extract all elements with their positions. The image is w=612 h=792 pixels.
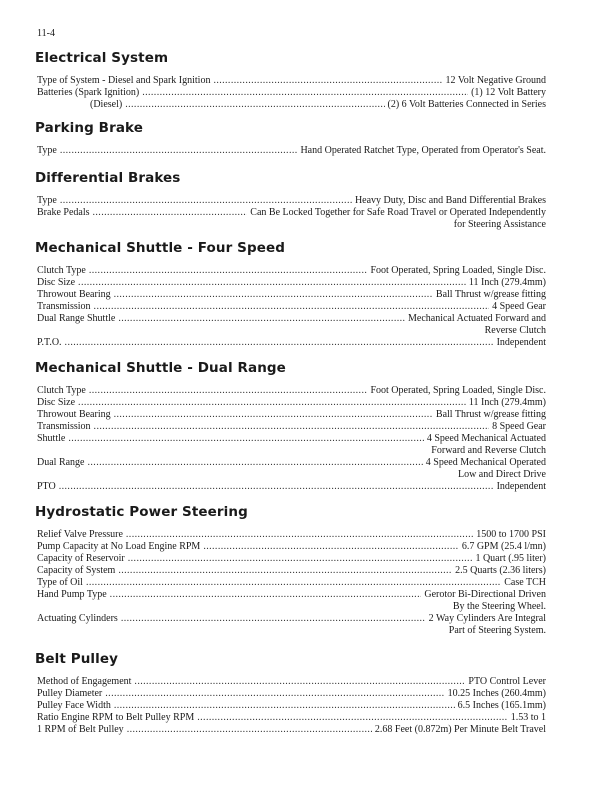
spec-label: Capacity of System bbox=[37, 565, 116, 576]
spec-label: Type bbox=[37, 145, 57, 156]
spec-value: Gerotor Bi-Directional Driven bbox=[424, 589, 546, 600]
spec-row bbox=[37, 207, 546, 219]
spec-label: Clutch Type bbox=[37, 385, 86, 396]
spec-section bbox=[37, 504, 546, 637]
spec-label: Transmission bbox=[37, 421, 91, 432]
spec-value: 2.5 Quarts (2.36 liters) bbox=[455, 565, 546, 576]
spec-label: P.T.O. bbox=[37, 337, 62, 348]
spec-value-continuation: Part of Steering System. bbox=[448, 625, 546, 636]
spec-label: Throwout Bearing bbox=[37, 409, 111, 420]
spec-row bbox=[37, 397, 546, 409]
spec-row bbox=[37, 409, 546, 421]
spec-row bbox=[37, 541, 546, 553]
dot-leader bbox=[197, 712, 507, 724]
spec-label: Pulley Face Width bbox=[37, 700, 111, 711]
dot-leader bbox=[114, 700, 455, 712]
spec-value: Independent bbox=[496, 481, 546, 492]
spec-section bbox=[37, 170, 546, 231]
dot-leader bbox=[65, 337, 494, 349]
spec-row bbox=[37, 457, 546, 469]
spec-value: Hand Operated Ratchet Type, Operated from Operator's Seat. bbox=[300, 145, 546, 156]
spec-value: (2) 6 Volt Batteries Connected in Series bbox=[387, 99, 546, 110]
spec-row bbox=[37, 565, 546, 577]
spec-section bbox=[37, 651, 546, 736]
spec-row bbox=[37, 724, 546, 736]
spec-label: Hand Pump Type bbox=[37, 589, 107, 600]
spec-row bbox=[37, 337, 546, 349]
spec-label: 1 RPM of Belt Pulley bbox=[37, 724, 124, 735]
dot-leader bbox=[127, 724, 372, 736]
dot-leader bbox=[203, 541, 459, 553]
spec-label: Dual Range bbox=[37, 457, 85, 468]
spec-row bbox=[37, 75, 546, 87]
spec-row bbox=[37, 313, 546, 325]
spec-label: Dual Range Shuttle bbox=[37, 313, 116, 324]
spec-row bbox=[37, 385, 546, 397]
spec-label: Type of System - Diesel and Spark Ignition bbox=[37, 75, 211, 86]
spec-value: Ball Thrust w/grease fitting bbox=[435, 409, 546, 420]
spec-value-continuation: for Steering Assistance bbox=[453, 219, 546, 230]
dot-leader bbox=[118, 565, 452, 577]
dot-leader bbox=[105, 688, 444, 700]
spec-label: Pulley Diameter bbox=[37, 688, 103, 699]
section-heading: Differential Brakes bbox=[35, 170, 181, 186]
spec-label: Transmission bbox=[37, 301, 91, 312]
page-number: 11-4 bbox=[37, 28, 55, 39]
spec-value: Foot Operated, Spring Loaded, Single Disc. bbox=[370, 385, 546, 396]
spec-label: Brake Pedals bbox=[37, 207, 90, 218]
spec-row bbox=[37, 577, 546, 589]
spec-value: 4 Speed Gear bbox=[492, 301, 546, 312]
spec-row bbox=[37, 433, 546, 445]
spec-value: 10.25 Inches (260.4mm) bbox=[447, 688, 546, 699]
dot-leader bbox=[89, 265, 368, 277]
spec-value: Foot Operated, Spring Loaded, Single Disc. bbox=[370, 265, 546, 276]
spec-value: PTO Control Lever bbox=[468, 676, 546, 687]
spec-value: 1500 to 1700 PSI bbox=[476, 529, 546, 540]
spec-label: PTO bbox=[37, 481, 56, 492]
dot-leader bbox=[86, 577, 501, 589]
spec-row bbox=[37, 277, 546, 289]
section-heading: Belt Pulley bbox=[35, 651, 119, 667]
spec-row bbox=[37, 301, 546, 313]
spec-label: (Diesel) bbox=[90, 99, 123, 110]
spec-value: 6.5 Inches (165.1mm) bbox=[457, 700, 546, 711]
dot-leader bbox=[114, 289, 433, 301]
spec-row bbox=[37, 553, 546, 565]
spec-label: Type bbox=[37, 195, 57, 206]
dot-leader bbox=[142, 87, 468, 99]
spec-value: 11 Inch (279.4mm) bbox=[468, 277, 546, 288]
dot-leader bbox=[121, 613, 426, 625]
spec-row bbox=[37, 87, 546, 99]
spec-section bbox=[37, 120, 546, 157]
spec-label: Pump Capacity at No Load Engine RPM bbox=[37, 541, 201, 552]
spec-value: Independent bbox=[496, 337, 546, 348]
spec-row bbox=[37, 676, 546, 688]
dot-leader bbox=[60, 145, 298, 157]
section-heading: Mechanical Shuttle - Dual Range bbox=[35, 360, 286, 376]
dot-leader bbox=[118, 313, 405, 325]
spec-label: Batteries (Spark Ignition) bbox=[37, 87, 140, 98]
spec-value: Ball Thrust w/grease fitting bbox=[435, 289, 546, 300]
spec-label: Disc Size bbox=[37, 397, 76, 408]
spec-label: Throwout Bearing bbox=[37, 289, 111, 300]
spec-value: Case TCH bbox=[504, 577, 546, 588]
spec-label: Clutch Type bbox=[37, 265, 86, 276]
dot-leader bbox=[78, 397, 466, 409]
dot-leader bbox=[89, 385, 368, 397]
spec-value: 8 Speed Gear bbox=[492, 421, 546, 432]
section-heading: Electrical System bbox=[35, 50, 169, 66]
spec-label: Ratio Engine RPM to Belt Pulley RPM bbox=[37, 712, 195, 723]
spec-value: Can Be Locked Together for Safe Road Travel or Operated Independently bbox=[250, 207, 546, 218]
dot-leader bbox=[125, 99, 384, 111]
section-heading: Hydrostatic Power Steering bbox=[35, 504, 248, 520]
spec-label: Relief Valve Pressure bbox=[37, 529, 123, 540]
spec-row bbox=[37, 265, 546, 277]
section-heading: Mechanical Shuttle - Four Speed bbox=[35, 240, 286, 256]
spec-row bbox=[37, 529, 546, 541]
spec-value: 4 Speed Mechanical Actuated bbox=[426, 433, 546, 444]
spec-section bbox=[37, 240, 546, 349]
section-heading: Parking Brake bbox=[35, 120, 144, 136]
spec-value-continuation: Reverse Clutch bbox=[484, 325, 546, 336]
spec-section bbox=[37, 50, 546, 111]
spec-row bbox=[37, 589, 546, 601]
spec-row bbox=[37, 195, 546, 207]
spec-value: 1.53 to 1 bbox=[510, 712, 546, 723]
dot-leader bbox=[59, 481, 494, 493]
dot-leader bbox=[126, 529, 473, 541]
spec-row bbox=[37, 145, 546, 157]
spec-row bbox=[37, 289, 546, 301]
spec-value-continuation: Low and Direct Drive bbox=[457, 469, 546, 480]
dot-leader bbox=[88, 457, 423, 469]
dot-leader bbox=[93, 207, 248, 219]
dot-leader bbox=[78, 277, 466, 289]
spec-label: Type of Oil bbox=[37, 577, 83, 588]
spec-value: 11 Inch (279.4mm) bbox=[468, 397, 546, 408]
spec-row bbox=[37, 688, 546, 700]
spec-value: 6.7 GPM (25.4 l/mn) bbox=[461, 541, 546, 552]
spec-value-continuation: By the Steering Wheel. bbox=[452, 601, 546, 612]
dot-leader bbox=[128, 553, 473, 565]
spec-row bbox=[37, 99, 546, 111]
spec-row bbox=[37, 421, 546, 433]
spec-label: Disc Size bbox=[37, 277, 76, 288]
spec-label: Actuating Cylinders bbox=[37, 613, 118, 624]
dot-leader bbox=[134, 676, 465, 688]
dot-leader bbox=[94, 301, 490, 313]
dot-leader bbox=[114, 409, 433, 421]
spec-value: 12 Volt Negative Ground bbox=[445, 75, 546, 86]
spec-row bbox=[37, 700, 546, 712]
dot-leader bbox=[94, 421, 490, 433]
spec-label: Method of Engagement bbox=[37, 676, 132, 687]
spec-value-continuation: Forward and Reverse Clutch bbox=[431, 445, 546, 456]
spec-value: Mechanical Actuated Forward and bbox=[407, 313, 546, 324]
spec-row bbox=[37, 712, 546, 724]
spec-value: 2.68 Feet (0.872m) Per Minute Belt Travel bbox=[374, 724, 546, 735]
spec-section bbox=[37, 360, 546, 493]
spec-value: 2 Way Cylinders Are Integral bbox=[428, 613, 546, 624]
dot-leader bbox=[68, 433, 424, 445]
spec-value: (1) 12 Volt Battery bbox=[471, 87, 546, 98]
spec-label: Shuttle bbox=[37, 433, 66, 444]
spec-row bbox=[37, 613, 546, 625]
dot-leader bbox=[60, 195, 352, 207]
spec-row bbox=[37, 481, 546, 493]
dot-leader bbox=[110, 589, 422, 601]
spec-value: Heavy Duty, Disc and Band Differential Brakes bbox=[354, 195, 546, 206]
spec-value: 4 Speed Mechanical Operated bbox=[425, 457, 546, 468]
spec-label: Capacity of Reservoir bbox=[37, 553, 125, 564]
dot-leader bbox=[213, 75, 442, 87]
spec-value: 1 Quart (.95 liter) bbox=[475, 553, 546, 564]
